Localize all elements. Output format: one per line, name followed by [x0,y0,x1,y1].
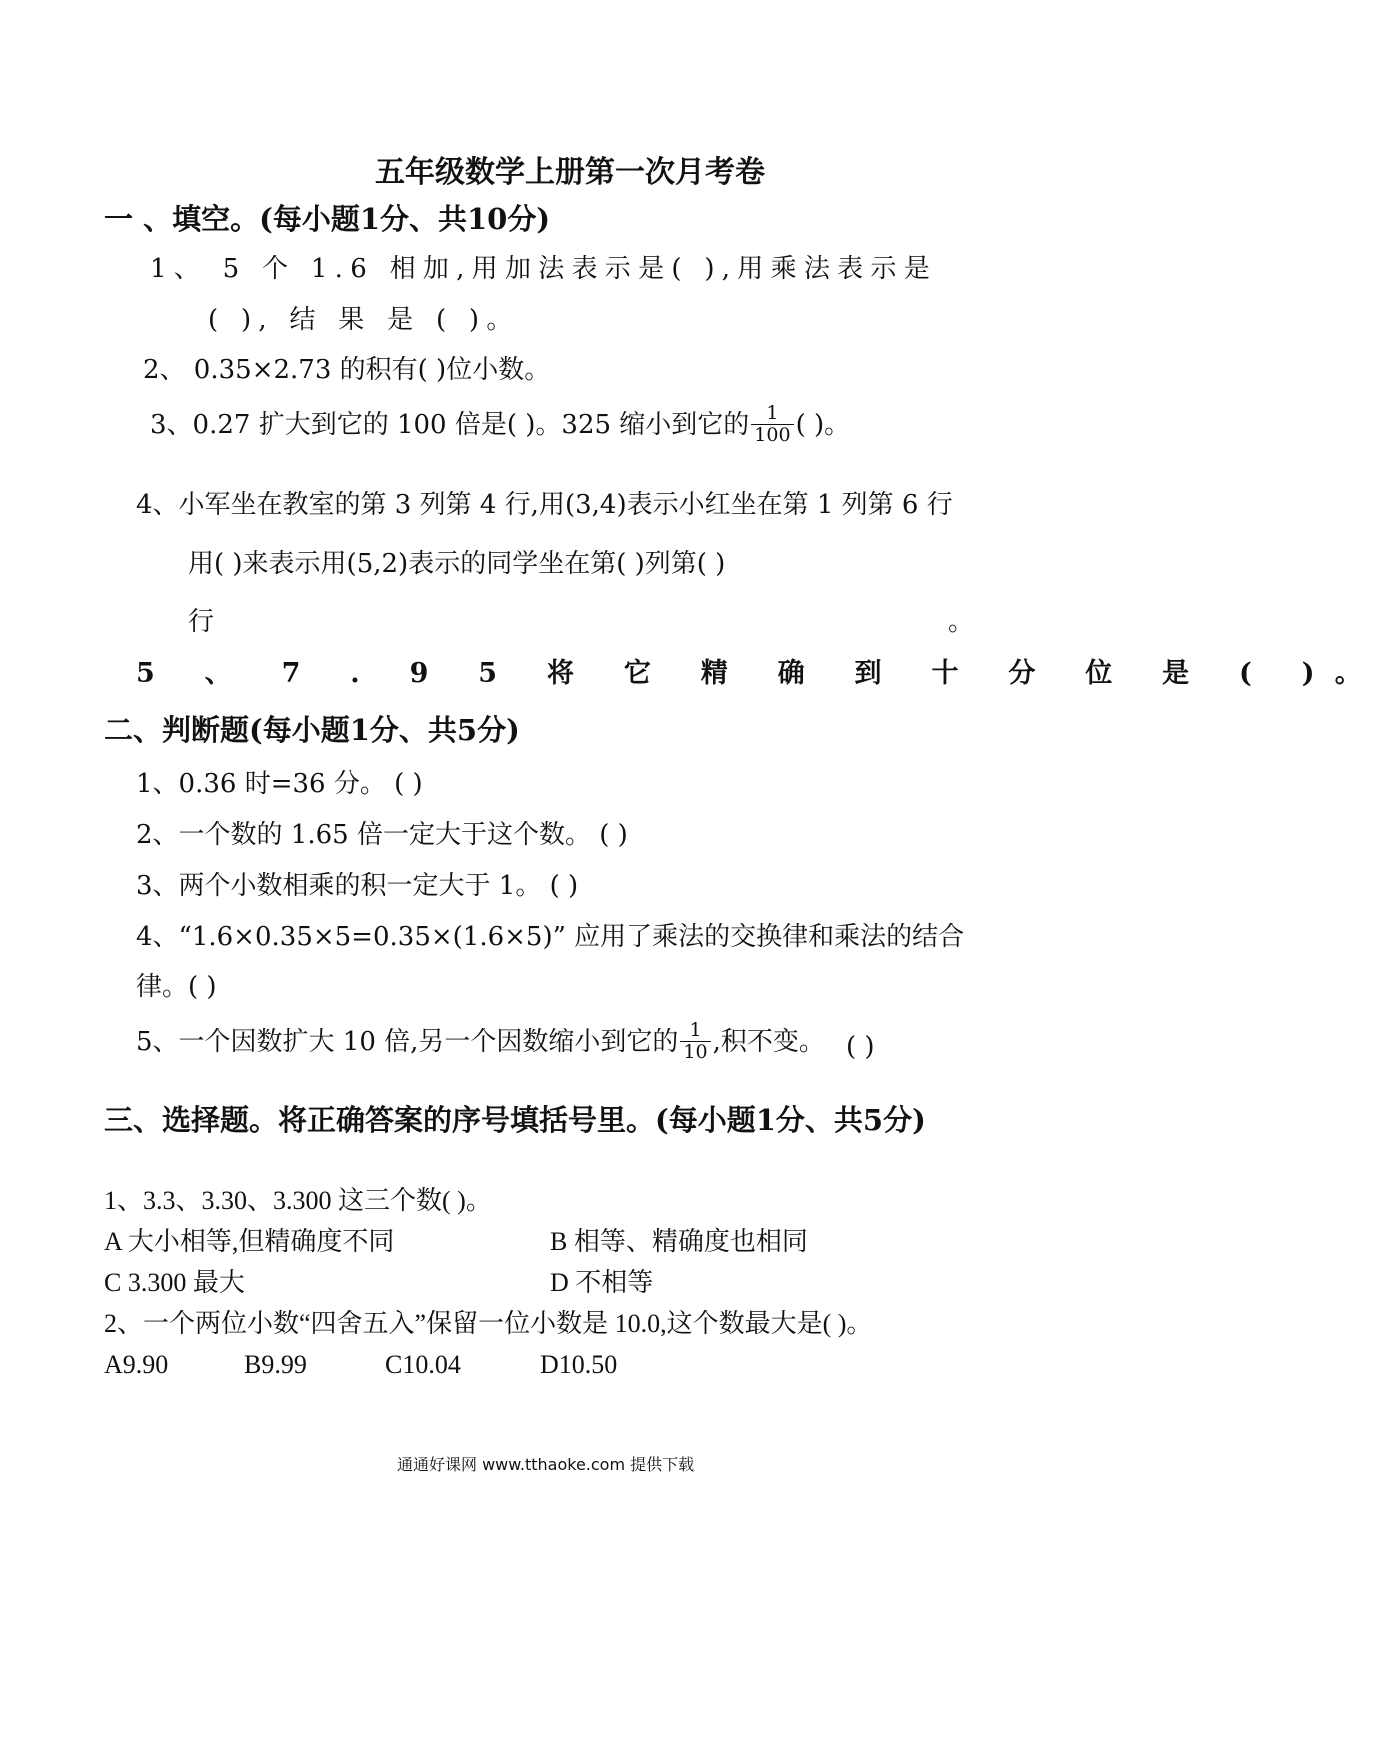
s3-q1: 1、3.3、3.30、3.300 这三个数( )。 [104,1186,492,1215]
s1-q3-text-b: ( )。 [795,409,851,440]
s1-q4-line3-a: 行 [188,607,215,637]
s2-q5-frac-den: 10 [680,1041,710,1063]
s2-q5-text-a: 5、一个因数扩大 10 倍,另一个因数缩小到它的 [136,1026,679,1057]
s3-q2-option-c: C10.04 [385,1350,461,1379]
s2-q2: 2、一个数的 1.65 倍一定大于这个数。 ( ) [136,820,628,850]
s2-q5-frac-num: 1 [689,1019,702,1041]
s1-q4-line3-b: 。 [948,607,975,637]
s2-q3: 3、两个小数相乘的积一定大于 1。 ( ) [136,871,579,901]
s1-q2: 2、 0.35×2.73 的积有( )位小数。 [143,355,551,385]
s2-q1: 1、0.36 时=36 分。 ( ) [136,769,423,799]
s3-q1-option-c: C 3.300 最大 [104,1268,245,1297]
s3-q1-option-d: D 不相等 [550,1268,654,1297]
s3-q1-option-b: B 相等、精确度也相同 [550,1227,808,1256]
s3-q2-option-d: D10.50 [540,1350,618,1379]
s2-q4-line2: 律。( ) [136,972,217,1002]
s1-q4-line1: 4、小军坐在教室的第 3 列第 4 行,用(3,4)表示小红坐在第 1 列第 6 行 [136,490,953,520]
section2-heading: 二、判断题(每小题1分、共5分) [104,713,520,747]
s2-q5-text-b: ,积不变。 [712,1026,825,1057]
section3-heading: 三、选择题。将正确答案的序号填括号里。(每小题1分、共5分) [104,1103,926,1137]
s3-q2-option-a: A9.90 [104,1350,169,1379]
s1-q3-frac-den: 100 [751,424,793,446]
s2-q5-fraction [680,1021,710,1063]
s1-q4-line2: 用( )来表示用(5,2)表示的同学坐在第( )列第( ) [188,549,726,579]
footer-text: 通通好课网 www.tthaoke.com 提供下载 [397,1455,695,1474]
s3-q2-option-b: B9.99 [244,1350,307,1379]
s3-q2: 2、一个两位小数“四舍五入”保留一位小数是 10.0,这个数最大是( )。 [104,1309,873,1338]
s2-q4-line1: 4、“1.6×0.35×5=0.35×(1.6×5)” 应用了乘法的交换律和乘法的结合 [136,922,965,952]
s1-q1-line1: 1、 5 个 1.6 相加,用加法表示是( ),用乘法表示是 [150,254,937,284]
s1-q5: 5 、 7 . 9 5 将 它 精 确 到 十 分 位 是 ( )。 [136,658,1382,689]
s2-q5-paren: ( ) [846,1032,875,1062]
s1-q3 [150,404,850,446]
s3-q1-option-a: A 大小相等,但精确度不同 [104,1227,395,1256]
page-title: 五年级数学上册第一次月考卷 [375,155,765,190]
section1-heading: 一 、填空。(每小题1分、共10分) [104,202,551,236]
s1-q3-fraction [751,404,793,446]
s1-q1-line2: ( ), 结 果 是 ( )。 [208,305,520,335]
s1-q3-frac-num: 1 [766,402,779,424]
s1-q3-text-a: 3、0.27 扩大到它的 100 倍是( )。325 缩小到它的 [150,409,750,440]
s2-q5 [136,1021,825,1063]
